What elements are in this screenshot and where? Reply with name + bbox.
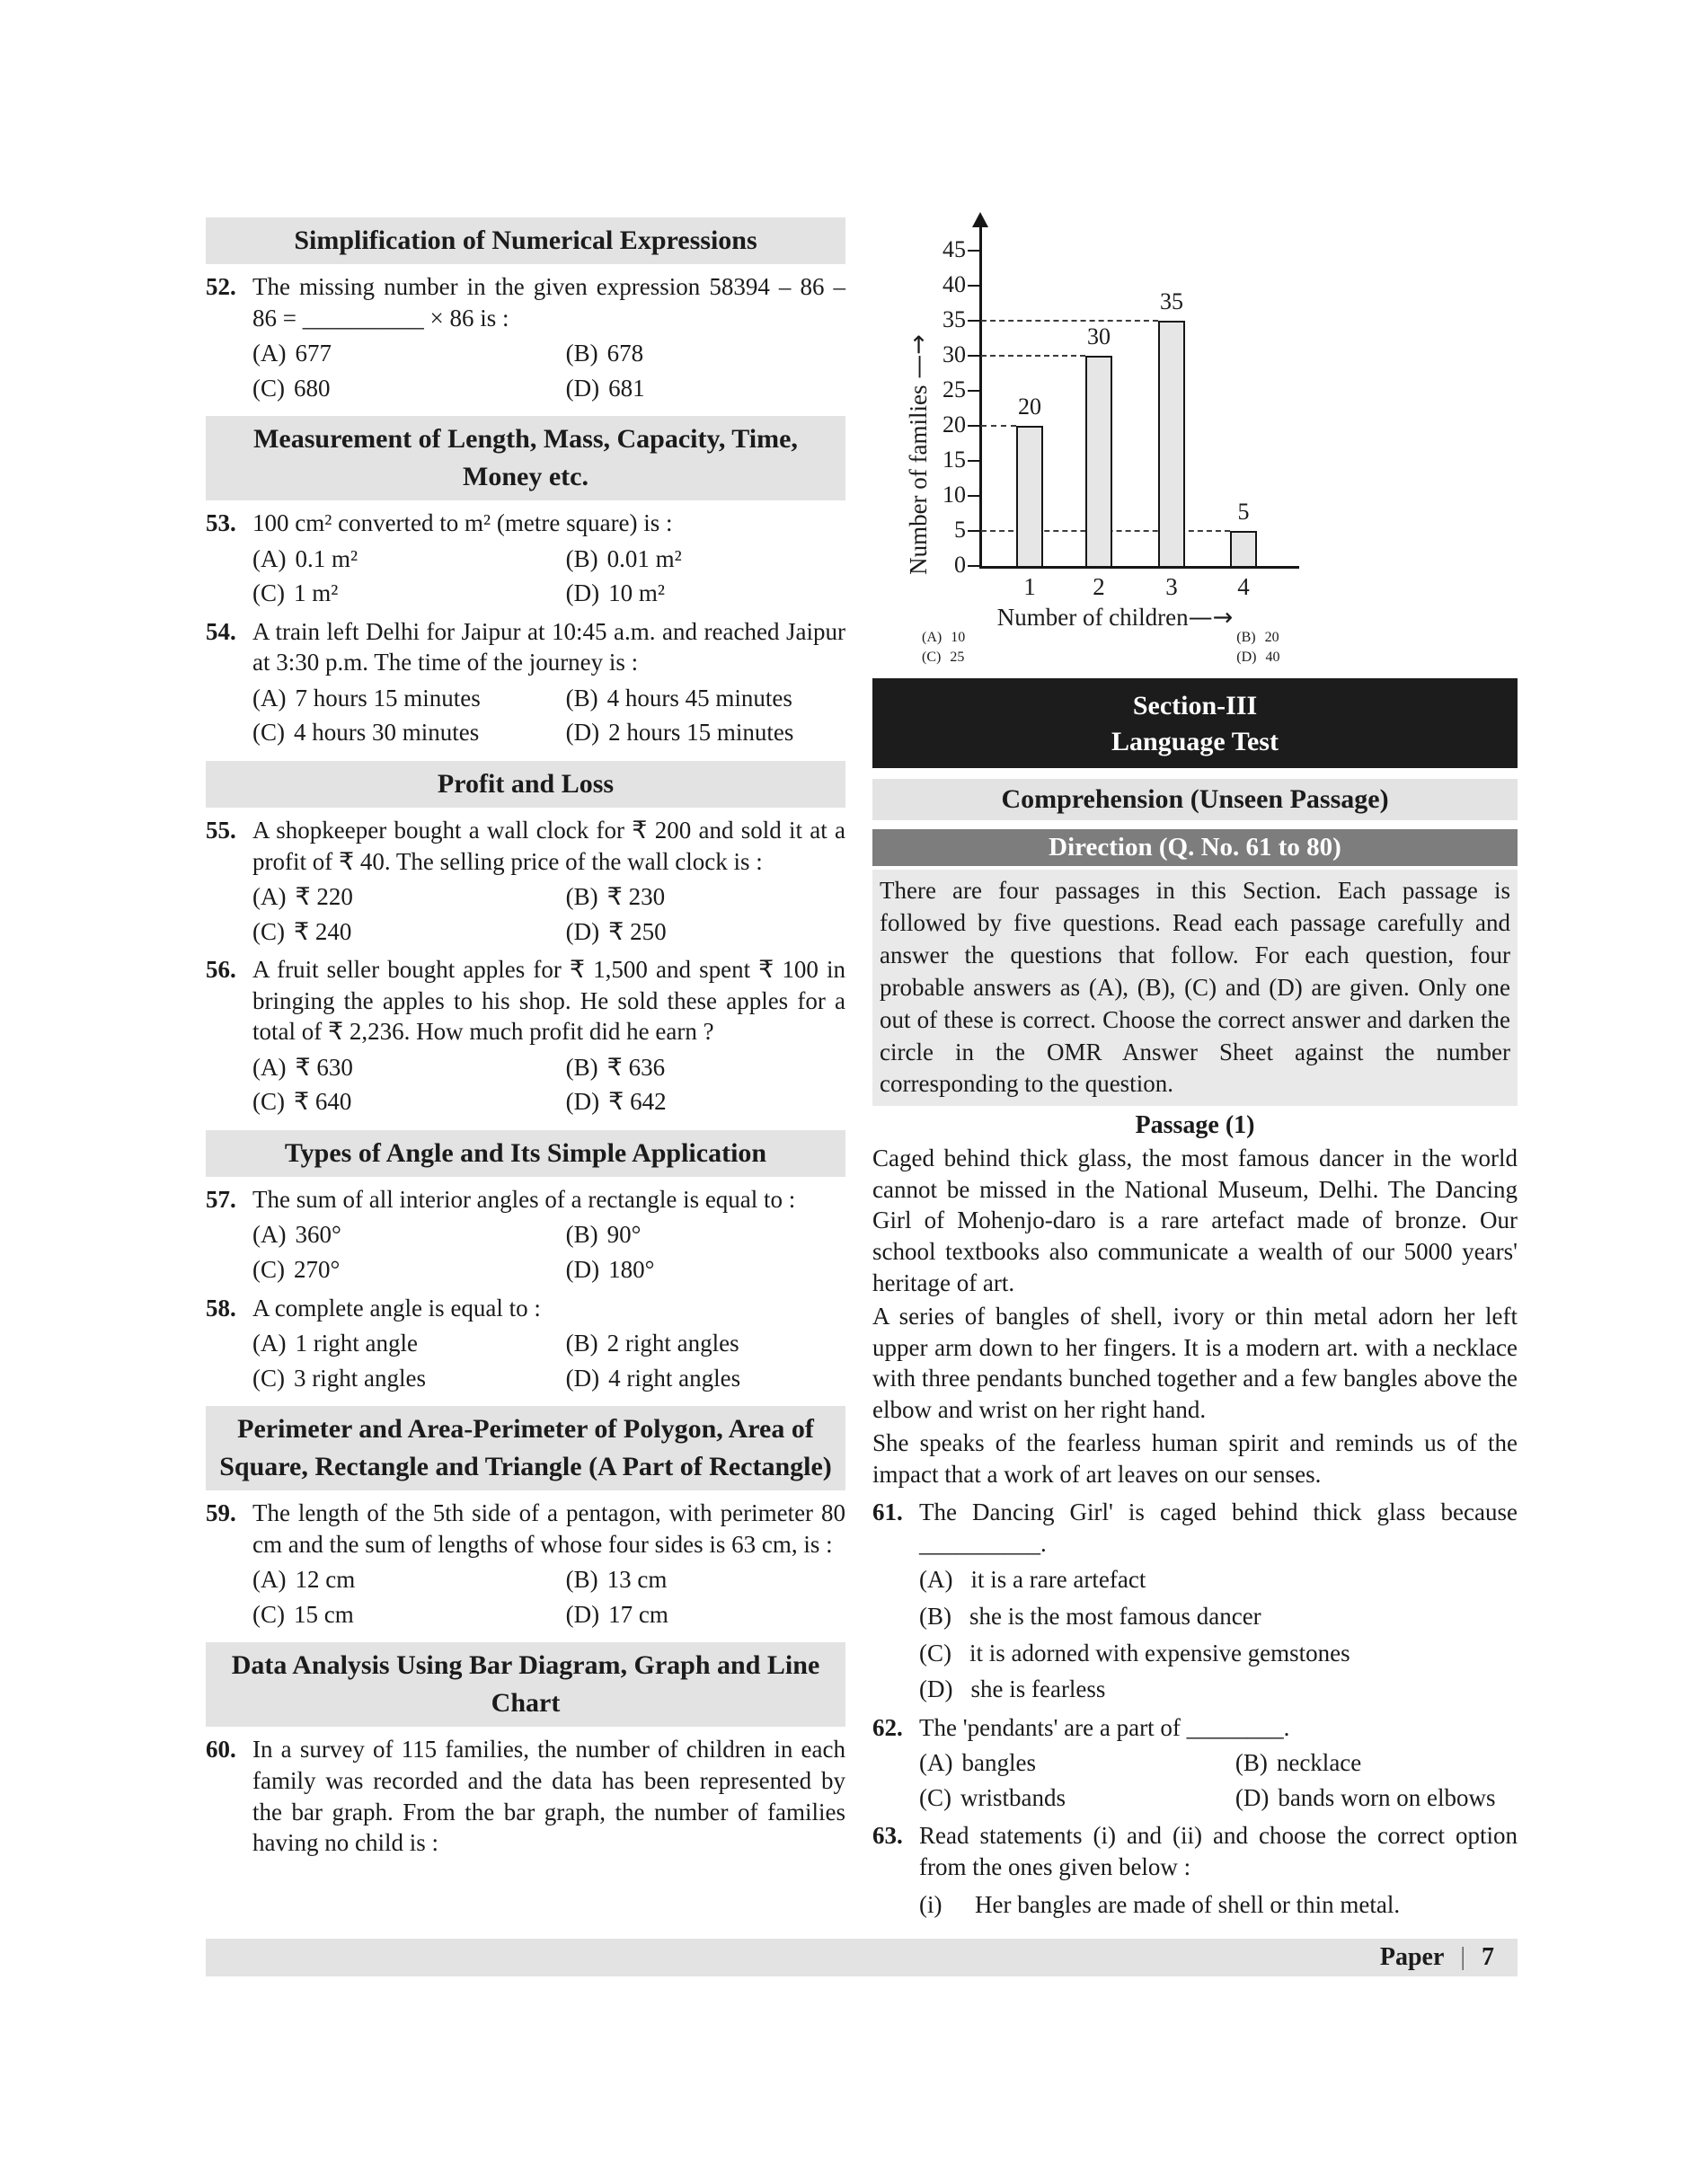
question-number: 63. bbox=[872, 1822, 903, 1850]
option-label: (C) bbox=[919, 1783, 951, 1811]
right-questions bbox=[872, 1497, 1518, 1921]
option-label: (A) bbox=[252, 1566, 287, 1594]
option bbox=[566, 1254, 845, 1286]
chart-y-tick-label: 30 bbox=[942, 341, 966, 367]
up-arrow-icon: —→ bbox=[905, 334, 933, 379]
question-body bbox=[252, 508, 845, 609]
option-text: 2 hours 15 minutes bbox=[608, 719, 794, 747]
option-text: 0.1 m² bbox=[295, 544, 358, 572]
option-text: 10 bbox=[951, 630, 966, 645]
option-text: bands worn on elbows bbox=[1278, 1783, 1496, 1811]
option bbox=[566, 1363, 845, 1394]
option bbox=[252, 1254, 566, 1286]
chart-bar bbox=[1085, 356, 1112, 566]
options bbox=[252, 1219, 845, 1285]
x-axis-title bbox=[908, 604, 1322, 632]
chart-tick-mark bbox=[968, 250, 980, 252]
option bbox=[566, 338, 845, 369]
option-text: 360° bbox=[295, 1221, 341, 1249]
option-text: 2 right angles bbox=[606, 1330, 739, 1357]
right-column bbox=[872, 216, 1518, 1921]
option-text: ₹ 230 bbox=[606, 883, 666, 911]
option-label: (D) bbox=[565, 374, 600, 402]
footer-label: Paper bbox=[1379, 1943, 1445, 1971]
chart-x-tick-label: 4 bbox=[1237, 573, 1250, 600]
section-header: Profit and Loss bbox=[206, 761, 845, 808]
question bbox=[206, 508, 845, 609]
option-label: (B) bbox=[565, 340, 598, 367]
footer-separator: | bbox=[1460, 1943, 1465, 1971]
option bbox=[252, 1328, 566, 1359]
option-text: it is a rare artefact bbox=[970, 1566, 1146, 1594]
option-label: (B) bbox=[565, 1566, 598, 1594]
options bbox=[252, 881, 845, 947]
statement-text: Her bangles are made of shell or thin metal. bbox=[975, 1891, 1401, 1919]
question-body bbox=[252, 954, 845, 1118]
option-text: 678 bbox=[606, 340, 644, 367]
option bbox=[252, 1564, 566, 1596]
option-label: (A) bbox=[252, 684, 287, 712]
options bbox=[922, 630, 1518, 666]
chart-bar bbox=[1158, 321, 1185, 566]
option bbox=[566, 1219, 845, 1251]
chart-bar-value: 20 bbox=[1018, 393, 1041, 420]
question-text: The Dancing Girl' is caged behind thick glass because __________. bbox=[919, 1498, 1518, 1557]
section-header: Perimeter and Area-Perimeter of Polygon, Area of Square, Rectangle and Triangle (A Part of Rectangle) bbox=[206, 1406, 845, 1490]
option bbox=[252, 338, 566, 369]
options bbox=[919, 1564, 1518, 1704]
option bbox=[566, 916, 845, 948]
option bbox=[566, 578, 845, 609]
question bbox=[206, 616, 845, 748]
option bbox=[922, 630, 1236, 646]
page-footer bbox=[206, 1939, 1518, 1976]
option-label: (C) bbox=[252, 374, 285, 402]
option bbox=[566, 373, 845, 404]
option-label: (B) bbox=[919, 1603, 951, 1630]
chart-y-tick-label: 45 bbox=[942, 236, 966, 262]
options bbox=[919, 1747, 1518, 1813]
question bbox=[872, 1497, 1518, 1704]
chart-y-tick-label: 35 bbox=[942, 306, 966, 332]
chart-guide-line bbox=[981, 355, 1085, 357]
option-text: ₹ 220 bbox=[295, 883, 353, 911]
option-label: (C) bbox=[922, 650, 942, 665]
option-label: (B) bbox=[565, 1330, 598, 1357]
options bbox=[252, 683, 845, 748]
option bbox=[566, 1599, 845, 1631]
question-60-options bbox=[872, 630, 1518, 666]
option-text: 680 bbox=[294, 374, 331, 402]
options bbox=[252, 338, 845, 403]
option-text: 10 m² bbox=[608, 579, 666, 607]
option bbox=[252, 683, 566, 714]
question-text: In a survey of 115 families, the number of children in each family was recorded and the data has been represented by the bar graph. From the bar graph, the number of families having no child is : bbox=[252, 1736, 845, 1857]
passage-paragraph: A series of bangles of shell, ivory or thin metal adorn her left upper arm down to her fingers. It is a modern art. with a necklace with three pendants bunched together and a few bangles above the elbow and wrist on her right hand. bbox=[872, 1303, 1518, 1423]
option bbox=[252, 373, 566, 404]
option-text: 4 hours 45 minutes bbox=[606, 684, 792, 712]
chart-y-tick-label: 5 bbox=[954, 517, 966, 543]
option-text: necklace bbox=[1276, 1749, 1362, 1777]
question-body bbox=[252, 1184, 845, 1286]
passage-title: Passage (1) bbox=[1135, 1111, 1255, 1140]
option bbox=[1236, 650, 1518, 666]
option-text: 13 cm bbox=[606, 1566, 668, 1594]
y-axis-title bbox=[905, 306, 935, 603]
question bbox=[872, 1820, 1518, 1921]
section-header: Types of Angle and Its Simple Application bbox=[206, 1130, 845, 1177]
option-label: (B) bbox=[565, 1053, 598, 1081]
option-label: (D) bbox=[1236, 650, 1257, 665]
option-text: ₹ 642 bbox=[608, 1088, 667, 1116]
option bbox=[252, 1086, 566, 1118]
section-header: Data Analysis Using Bar Diagram, Graph and Line Chart bbox=[206, 1642, 845, 1727]
option-label: (D) bbox=[565, 1600, 600, 1628]
question-number: 62. bbox=[872, 1713, 903, 1741]
option-text: she is the most famous dancer bbox=[969, 1603, 1261, 1630]
option-text: wristbands bbox=[960, 1783, 1066, 1811]
question-number: 59. bbox=[206, 1499, 236, 1527]
option-label: (D) bbox=[919, 1675, 953, 1703]
option-label: (B) bbox=[565, 883, 598, 911]
option-text: ₹ 640 bbox=[294, 1088, 352, 1116]
options bbox=[252, 544, 845, 609]
chart-guide-line bbox=[981, 320, 1158, 322]
question-body bbox=[252, 1498, 845, 1630]
option-text: 12 cm bbox=[295, 1566, 356, 1594]
option-text: ₹ 630 bbox=[295, 1053, 353, 1081]
chart-tick-mark bbox=[968, 320, 980, 322]
option-text: it is adorned with expensive gemstones bbox=[969, 1639, 1350, 1666]
question-text: The 'pendants' are a part of ________. bbox=[919, 1713, 1290, 1741]
option bbox=[566, 717, 845, 748]
option bbox=[922, 650, 1236, 666]
option-label: (A) bbox=[252, 1053, 287, 1081]
option-text: 7 hours 15 minutes bbox=[295, 684, 481, 712]
chart-tick-mark bbox=[968, 495, 980, 497]
chart-y-tick-label: 25 bbox=[942, 376, 966, 402]
option-label: (C) bbox=[252, 719, 285, 747]
option-label: (D) bbox=[565, 1088, 600, 1116]
direction-text: There are four passages in this Section. Each passage is followed by five questions. Read each passage carefully and answer the questions that follow. For each question, four probable answers as (A), (B), (C) and (D) are given. Only one out of these is correct. Choose the correct answer and darken the circle in the OMR Answer Sheet against the number corresponding to the question. bbox=[872, 870, 1518, 1106]
options bbox=[252, 1052, 845, 1118]
option-text: 681 bbox=[608, 374, 645, 402]
option-label: (A) bbox=[252, 544, 287, 572]
option bbox=[252, 717, 566, 748]
question-number: 60. bbox=[206, 1736, 236, 1764]
option-text: 270° bbox=[294, 1256, 341, 1284]
question bbox=[206, 1498, 845, 1630]
chart-tick-mark bbox=[968, 355, 980, 357]
chart-y-tick-label: 15 bbox=[942, 446, 966, 473]
question-text: A complete angle is equal to : bbox=[252, 1294, 541, 1322]
section-banner-line2: Language Test bbox=[1111, 727, 1279, 756]
option-label: (D) bbox=[565, 917, 600, 945]
question-text: The missing number in the given expression 58394 – 86 – 86 = __________ × 86 is : bbox=[252, 273, 845, 332]
option-label: (A) bbox=[252, 1330, 287, 1357]
question bbox=[206, 1293, 845, 1394]
option bbox=[566, 544, 845, 575]
option bbox=[566, 1564, 845, 1596]
option-text: 15 cm bbox=[294, 1600, 354, 1628]
question-body bbox=[252, 1293, 845, 1394]
options bbox=[252, 1564, 845, 1630]
question-body bbox=[252, 271, 845, 403]
chart-bar-value: 35 bbox=[1160, 288, 1183, 314]
chart-x-tick-label: 3 bbox=[1165, 573, 1178, 600]
question bbox=[206, 954, 845, 1118]
option-label: (B) bbox=[1236, 630, 1256, 645]
question bbox=[206, 1184, 845, 1286]
option bbox=[252, 881, 566, 913]
option-text: 25 bbox=[950, 650, 965, 665]
option bbox=[919, 1564, 1518, 1596]
section-header: Simplification of Numerical Expressions bbox=[206, 217, 845, 264]
question-number: 56. bbox=[206, 956, 236, 984]
option bbox=[252, 1363, 566, 1394]
chart-x-axis bbox=[979, 566, 1299, 569]
statement bbox=[919, 1889, 1518, 1921]
option-label: (B) bbox=[565, 544, 598, 572]
option-label: (C) bbox=[252, 1088, 285, 1116]
question-body bbox=[252, 616, 845, 748]
passage-paragraph: She speaks of the fearless human spirit and reminds us of the impact that a work of art leaves on our senses. bbox=[872, 1429, 1518, 1488]
option-text: ₹ 636 bbox=[606, 1053, 666, 1081]
option-text: 677 bbox=[295, 340, 332, 367]
option bbox=[919, 1601, 1518, 1632]
right-arrow-icon: —→ bbox=[1188, 604, 1234, 632]
option bbox=[252, 578, 566, 609]
y-axis-arrow-icon bbox=[972, 212, 988, 227]
option-label: (D) bbox=[1235, 1783, 1270, 1811]
question-number: 53. bbox=[206, 509, 236, 537]
chart-tick-mark bbox=[968, 390, 980, 392]
question-text: The sum of all interior angles of a rectangle is equal to : bbox=[252, 1185, 796, 1213]
chart-tick-mark bbox=[968, 425, 980, 427]
chart-y-tick-label: 0 bbox=[954, 552, 966, 578]
footer-page-number: 7 bbox=[1482, 1943, 1494, 1971]
question-number: 52. bbox=[206, 273, 236, 300]
option-text: 17 cm bbox=[608, 1600, 668, 1628]
section-banner-line1: Section-III bbox=[1132, 691, 1258, 720]
passage bbox=[872, 1143, 1518, 1490]
option-label: (A) bbox=[252, 883, 287, 911]
chart-tick-mark bbox=[968, 565, 980, 567]
question-text: A fruit seller bought apples for ₹ 1,500 and spent ₹ 100 in bringing the apples to his shop. He sold these apples for a total of ₹ 2,236. How much profit did he earn ? bbox=[252, 956, 845, 1046]
chart-x-tick-label: 2 bbox=[1093, 573, 1105, 600]
option bbox=[919, 1782, 1235, 1814]
question-text: Read statements (i) and (ii) and choose the correct option from the ones given below : bbox=[919, 1822, 1518, 1880]
option bbox=[252, 1219, 566, 1251]
option bbox=[252, 916, 566, 948]
option bbox=[252, 1599, 566, 1631]
question-number: 58. bbox=[206, 1294, 236, 1322]
option-text: bangles bbox=[961, 1749, 1036, 1777]
option-text: 3 right angles bbox=[294, 1364, 426, 1392]
option-label: (C) bbox=[919, 1639, 951, 1666]
chart-x-tick-label: 1 bbox=[1023, 573, 1036, 600]
option bbox=[1235, 1782, 1518, 1814]
option-text: 90° bbox=[606, 1221, 642, 1249]
option-text: ₹ 250 bbox=[608, 917, 667, 945]
option-label: (A) bbox=[919, 1566, 953, 1594]
option-text: 180° bbox=[608, 1256, 655, 1284]
chart-y-tick-label: 20 bbox=[942, 411, 966, 438]
option-label: (D) bbox=[565, 1364, 600, 1392]
question-text: A train left Delhi for Jaipur at 10:45 a.m. and reached Jaipur at 3:30 p.m. The time of the journey is : bbox=[252, 617, 845, 676]
chart-tick-mark bbox=[968, 460, 980, 462]
chart-bar bbox=[1230, 531, 1257, 566]
option bbox=[919, 1638, 1518, 1669]
question-number: 55. bbox=[206, 817, 236, 844]
section-banner bbox=[872, 678, 1518, 768]
option-text: 1 m² bbox=[294, 579, 339, 607]
question-body bbox=[919, 1820, 1518, 1921]
chart-guide-line bbox=[981, 425, 1016, 427]
question-number: 54. bbox=[206, 617, 236, 645]
chart-bar-value: 30 bbox=[1087, 323, 1111, 349]
question-body bbox=[919, 1712, 1518, 1814]
bar-chart bbox=[872, 219, 1518, 632]
option-label: (C) bbox=[252, 1256, 285, 1284]
option bbox=[252, 544, 566, 575]
question bbox=[872, 1712, 1518, 1814]
question-number: 57. bbox=[206, 1185, 236, 1213]
option-label: (D) bbox=[565, 1256, 600, 1284]
passage-paragraph: Caged behind thick glass, the most famous dancer in the world cannot be missed in the National Museum, Delhi. The Dancing Girl of Mohenjo-daro is a rare artefact made of bronze. Our school textbooks also communicate a wealth of our 5000 years' heritage of art. bbox=[872, 1145, 1518, 1296]
option-text: she is fearless bbox=[970, 1675, 1106, 1703]
chart-y-tick-label: 40 bbox=[942, 271, 966, 297]
option-label: (B) bbox=[565, 1221, 598, 1249]
question-body bbox=[252, 1734, 845, 1858]
question-text: The length of the 5th side of a pentagon, with perimeter 80 cm and the sum of lengths of whose four sides is 63 cm, is : bbox=[252, 1499, 845, 1558]
x-axis-title-text: Number of children bbox=[996, 604, 1189, 631]
option-text: 1 right angle bbox=[295, 1330, 418, 1357]
comprehension-banner: Comprehension (Unseen Passage) bbox=[872, 779, 1518, 820]
option bbox=[252, 1052, 566, 1083]
question bbox=[206, 271, 845, 403]
option-text: 20 bbox=[1264, 630, 1279, 645]
option bbox=[566, 1086, 845, 1118]
option-label: (A) bbox=[919, 1749, 953, 1777]
question-text: 100 cm² converted to m² (metre square) is : bbox=[252, 509, 673, 537]
option bbox=[1235, 1747, 1518, 1779]
option bbox=[1236, 630, 1518, 646]
option-text: ₹ 240 bbox=[294, 917, 352, 945]
y-axis-title-text: Number of families bbox=[905, 378, 932, 575]
option bbox=[566, 1328, 845, 1359]
chart-y-tick-label: 10 bbox=[942, 482, 966, 508]
option bbox=[566, 1052, 845, 1083]
section-header: Measurement of Length, Mass, Capacity, Time, Money etc. bbox=[206, 416, 845, 500]
question-body bbox=[919, 1497, 1518, 1704]
statement-label: (i) bbox=[919, 1891, 942, 1919]
option-label: (A) bbox=[252, 340, 287, 367]
option bbox=[919, 1747, 1235, 1779]
option bbox=[566, 683, 845, 714]
direction-banner: Direction (Q. No. 61 to 80) bbox=[872, 829, 1518, 866]
question bbox=[206, 815, 845, 947]
question-number: 61. bbox=[872, 1498, 903, 1526]
left-column bbox=[206, 216, 845, 1859]
option-label: (A) bbox=[922, 630, 942, 645]
option-text: 4 right angles bbox=[608, 1364, 741, 1392]
question-text: A shopkeeper bought a wall clock for ₹ 200 and sold it at a profit of ₹ 40. The selling price of the wall clock is : bbox=[252, 817, 845, 875]
question bbox=[206, 1734, 845, 1858]
option-label: (D) bbox=[565, 719, 600, 747]
option-label: (B) bbox=[565, 684, 598, 712]
option-label: (B) bbox=[1235, 1749, 1268, 1777]
question-body bbox=[252, 815, 845, 947]
option-text: 0.01 m² bbox=[606, 544, 682, 572]
chart-bar-value: 5 bbox=[1237, 499, 1250, 525]
option-label: (C) bbox=[252, 1600, 285, 1628]
option-label: (C) bbox=[252, 1364, 285, 1392]
option bbox=[919, 1674, 1518, 1705]
option-label: (A) bbox=[252, 1221, 287, 1249]
chart-y-axis bbox=[979, 225, 982, 568]
chart-bar bbox=[1016, 426, 1043, 566]
chart-tick-mark bbox=[968, 285, 980, 287]
option-label: (D) bbox=[565, 579, 600, 607]
chart-tick-mark bbox=[968, 530, 980, 532]
option bbox=[566, 881, 845, 913]
option-text: 40 bbox=[1265, 650, 1280, 665]
option-text: 4 hours 30 minutes bbox=[294, 719, 480, 747]
option-label: (C) bbox=[252, 917, 285, 945]
options bbox=[252, 1328, 845, 1393]
option-label: (C) bbox=[252, 579, 285, 607]
